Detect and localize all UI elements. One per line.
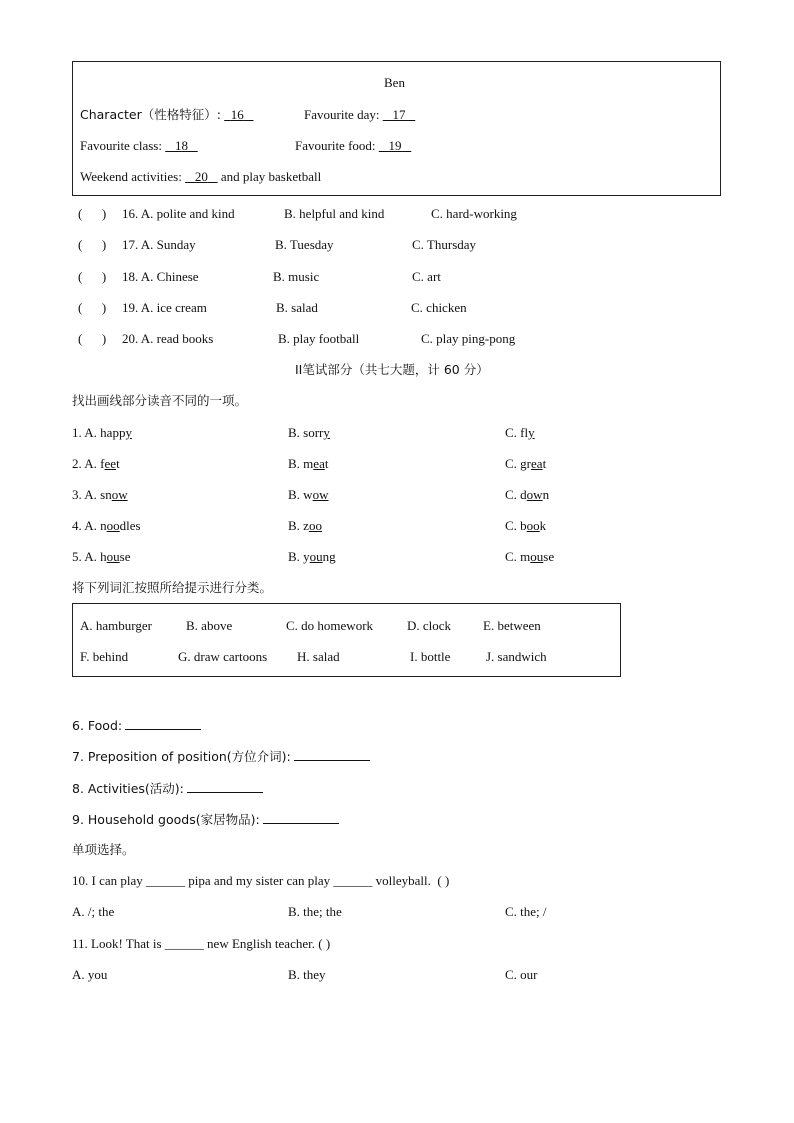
listening-paren[interactable]: ( )	[78, 269, 107, 284]
food-line	[295, 138, 411, 154]
listening-option-a: 16. A. polite and kind	[122, 206, 235, 221]
class-label: Favourite class:	[80, 138, 162, 153]
word-bank-item: F. behind	[80, 649, 129, 664]
pron-option-a: 4. A. noodles	[72, 518, 141, 533]
q10-option-a: A. /; the	[72, 904, 115, 919]
listening-option-a: 17. A. Sunday	[122, 237, 196, 252]
pron-option-c: C. mouse	[505, 549, 555, 564]
weekend-suffix: and play basketball	[220, 169, 322, 184]
pron-option-b: B. young	[288, 549, 336, 564]
listening-paren[interactable]: ( )	[78, 331, 107, 346]
answer-blank[interactable]	[294, 748, 370, 761]
word-bank-item: G. draw cartoons	[178, 649, 268, 664]
q11-option-a: A. you	[72, 967, 108, 982]
pron-option-c: C. book	[505, 518, 547, 533]
listening-option-b: B. play football	[278, 331, 360, 346]
listening-option-b: B. helpful and kind	[284, 206, 385, 221]
answer-blank[interactable]	[125, 717, 201, 730]
pron-option-c: C. fly	[505, 425, 535, 440]
weekend-label: Weekend activities:	[80, 169, 182, 184]
pron-option-b: B. wow	[288, 487, 329, 502]
listening-option-a: 18. A. Chinese	[122, 269, 199, 284]
day-blank: 17	[392, 107, 406, 122]
pronunciation-instruction: 找出画线部分读音不同的一项。	[72, 393, 248, 408]
classify-household: 9. Household goods(家居物品):	[72, 811, 339, 828]
answer-blank[interactable]	[263, 811, 339, 824]
pron-option-b: B. meat	[288, 456, 329, 471]
weekend-line	[80, 169, 321, 185]
listening-paren[interactable]: ( )	[78, 300, 107, 315]
word-bank-item: A. hamburger	[80, 618, 152, 633]
food-blank: 19	[388, 138, 402, 153]
word-bank-box	[72, 603, 621, 677]
listening-option-c: C. hard-working	[431, 206, 517, 221]
q10-option-c: C. the; /	[505, 904, 547, 919]
answer-paren[interactable]: ( )	[318, 936, 331, 951]
pron-option-a: 5. A. house	[72, 549, 131, 564]
pron-option-a: 1. A. happy	[72, 425, 132, 440]
listening-option-a: 20. A. read books	[122, 331, 214, 346]
character-line	[80, 107, 253, 123]
q10-option-b: B. the; the	[288, 904, 342, 919]
classify-instruction: 将下列词汇按照所给提示进行分类。	[72, 580, 273, 595]
classify-preposition: 7. Preposition of position(方位介词):	[72, 748, 370, 765]
pron-option-a: 2. A. feet	[72, 456, 120, 471]
classify-activities: 8. Activities(活动):	[72, 780, 263, 797]
listening-option-b: B. Tuesday	[275, 237, 334, 252]
pron-option-c: C. down	[505, 487, 550, 502]
listening-paren[interactable]: ( )	[78, 237, 107, 252]
weekend-blank: 20	[194, 169, 208, 184]
q11-option-c: C. our	[505, 967, 538, 982]
pron-option-a: 3. A. snow	[72, 487, 128, 502]
word-bank-item: D. clock	[407, 618, 452, 633]
ben-title: Ben	[384, 75, 405, 90]
word-bank-item: J. sandwich	[486, 649, 547, 664]
word-bank-item: B. above	[186, 618, 233, 633]
word-bank-item: E. between	[483, 618, 541, 633]
listening-option-c: C. chicken	[411, 300, 467, 315]
listening-option-c: C. Thursday	[412, 237, 477, 252]
question-11: 11. Look! That is ______ new English teacher. ( )	[72, 936, 331, 951]
listening-option-b: B. salad	[276, 300, 318, 315]
character-blank: 16	[230, 107, 244, 122]
class-blank: 18	[174, 138, 188, 153]
word-bank-item: I. bottle	[410, 649, 451, 664]
classify-food: 6. Food:	[72, 717, 201, 734]
pron-option-b: B. sorry	[288, 425, 330, 440]
answer-paren[interactable]: ( )	[437, 873, 450, 888]
answer-blank[interactable]	[187, 780, 263, 793]
listening-option-c: C. play ping-pong	[421, 331, 516, 346]
choice-instruction: 单项选择。	[72, 842, 135, 857]
word-bank-item: H. salad	[297, 649, 340, 664]
word-bank-item: C. do homework	[286, 618, 374, 633]
listening-option-b: B. music	[273, 269, 320, 284]
q11-option-b: B. they	[288, 967, 326, 982]
pron-option-b: B. zoo	[288, 518, 322, 533]
food-label: Favourite food:	[295, 138, 376, 153]
listening-option-a: 19. A. ice cream	[122, 300, 207, 315]
day-label: Favourite day:	[304, 107, 380, 122]
listening-option-c: C. art	[412, 269, 441, 284]
character-label: Character（性格特征）:	[80, 107, 221, 122]
pron-option-c: C. great	[505, 456, 547, 471]
written-section-heading: II笔试部分（共七大题，计 60 分）	[295, 362, 489, 377]
day-line	[304, 107, 415, 123]
class-line	[80, 138, 198, 154]
question-10: 10. I can play ______ pipa and my sister can play ______ volleyball. ( )	[72, 873, 450, 888]
listening-paren[interactable]: ( )	[78, 206, 107, 221]
